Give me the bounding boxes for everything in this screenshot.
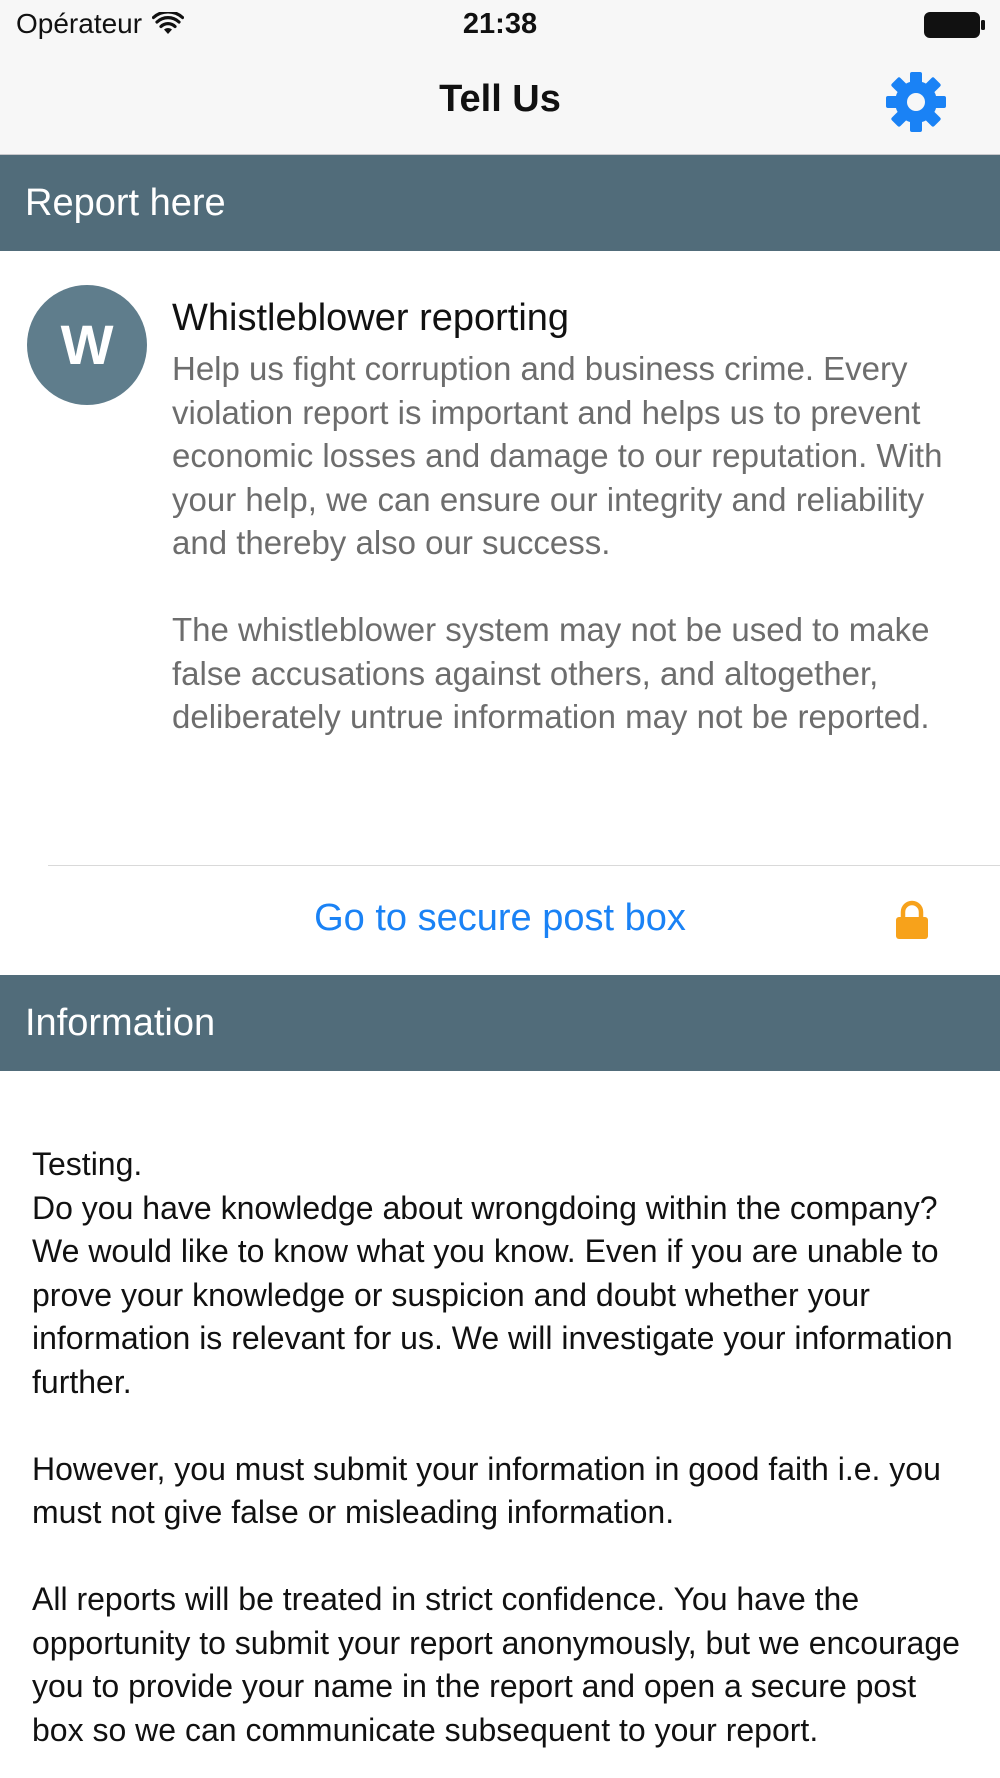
avatar: W [27, 285, 147, 405]
carrier-name: Opérateur [16, 8, 143, 39]
navigation-bar [0, 50, 1000, 155]
lock-icon [894, 900, 930, 940]
status-bar [0, 0, 1000, 50]
battery-icon [924, 12, 986, 38]
section-header-report: Report here [0, 155, 1000, 251]
section-header-information: Information [0, 975, 1000, 1071]
page-title: Tell Us [439, 78, 561, 120]
information-text: Testing. Do you have knowledge about wrongdoing within the company? We would like to know what you know. Even if you are unable to prove your knowledge or suspicion and doubt whether your information is relevant for us. We will investigate your information further. However, you must submit your information in good faith i.e. you must not give false or misleading information. All reports will be treated in strict confidence. You have the opportunity to submit your report anonymously, but we encourage you to provide your name in the report and open a secure post box so we can communicate subsequent to your report. [32, 1146, 960, 1748]
secure-post-box-button[interactable] [0, 866, 1000, 974]
whistleblower-title: Whistleblower reporting [172, 297, 570, 339]
whistleblower-cell[interactable] [0, 251, 1000, 865]
gear-icon [886, 72, 946, 132]
whistleblower-description: Help us fight corruption and business crime. Every violation report is important and helps us to prevent economic losses and damage to our reputation. With your help, we can ensure our integrity and reliability and thereby also our success. The whistleblower system may not be used to make false accusations against others, and altogether, deliberately untrue information may not be reported. [172, 350, 943, 735]
status-time: 21:38 [462, 8, 538, 40]
secure-post-box-label: Go to secure post box [314, 897, 686, 939]
settings-button[interactable] [884, 70, 948, 134]
